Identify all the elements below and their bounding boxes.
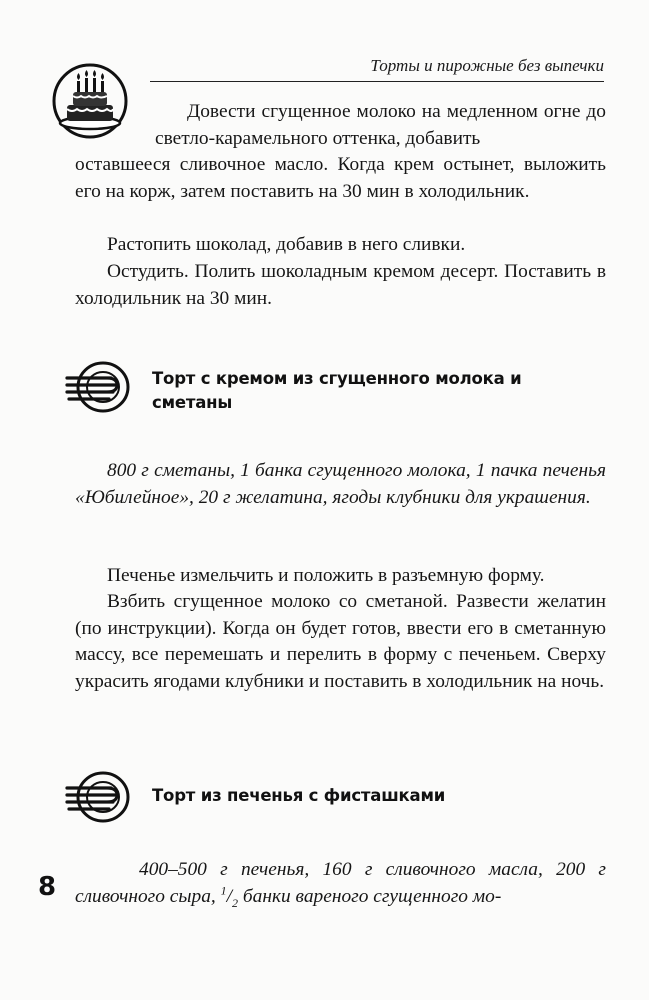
- recipe-2-ingredients: 400–500 г печенья, 160 г сливочного масла, 200 г сливочного сыра, $^1/_2$ банки вареного сгущенного мо-: [75, 859, 606, 910]
- fraction-numerator: 1: [220, 883, 227, 898]
- intro-paragraph-2: Растопить шоколад, добавив в него сливки.: [107, 234, 466, 255]
- intro-paragraph-1-rest: оставшееся сливочное масло. Когда крем остынет, выложить его на корж, затем поставить на 30 мин в холодильник.: [75, 154, 606, 202]
- recipe-1-step-1: Печенье измельчить и положить в разъемную форму.: [107, 565, 545, 586]
- page-number: 8: [38, 872, 57, 902]
- running-header: Торты и пирожные без выпечки: [370, 56, 604, 75]
- plate-cutlery-icon: [63, 768, 133, 826]
- intro-paragraph-3: Остудить. Полить шоколадным кремом десерт. Поставить в холодильник на 30 мин.: [75, 261, 606, 309]
- intro-paragraph-1-line-1: Довести сгущенное молоко на медленном огне до светло-карамельного оттенка, добавить: [155, 101, 606, 149]
- fraction-denominator: 2: [232, 895, 239, 910]
- cake-icon: [50, 63, 146, 139]
- recipe-1-step-2: Взбить сгущенное молоко со сметаной. Развести желатин (по инструкции). Когда он будет готов, ввести его в сметанную массу, все перемешать и перелить в форму с печеньем. Сверху украсить ягодами клубники и поставить в холодильник на ночь.: [75, 591, 606, 692]
- recipe-1-ingredients: 800 г сметаны, 1 банка сгущенного молока, 1 пачка печенья «Юбилейное», 20 г желатина, ягоды клубники для украшения.: [75, 460, 606, 508]
- recipe-title-1: Торт с кремом из сгущенного молока и сметаны: [152, 369, 522, 412]
- recipe-title-2: Торт из печенья с фисташками: [152, 786, 446, 805]
- header-rule: [150, 81, 604, 82]
- plate-cutlery-icon: [63, 358, 133, 416]
